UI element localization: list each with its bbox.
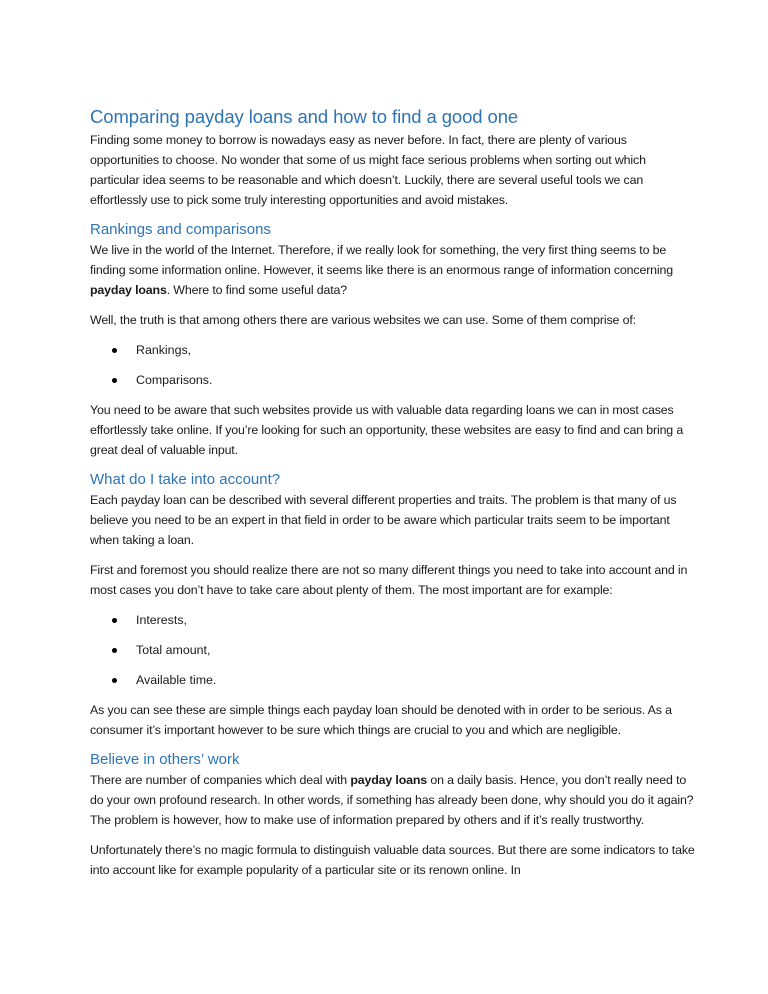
heading-others: Believe in others’ work <box>90 751 240 768</box>
account-paragraph-3: As you can see these are simple things each payday loan should be denoted with in order to be serious. As a consumer it’s important however to be sure which things are crucial to you and which are negligible. <box>90 703 672 737</box>
text-run: There are number of companies which deal with <box>90 773 351 787</box>
bullet-icon <box>112 678 117 683</box>
rankings-paragraph-2: Well, the truth is that among others there are various websites we can use. Some of them comprise of: <box>90 313 636 327</box>
rankings-paragraph-3: You need to be aware that such websites provide us with valuable data regarding loans we can in most cases effortlessly take online. If you’re looking for such an opportunity, these websites are easy to find and can bring a great deal of valuable input. <box>90 403 684 457</box>
account-paragraph-2: First and foremost you should realize there are not so many different things you need to take into account and in most cases you don’t have to take care about plenty of them. The most important are for example: <box>90 563 688 597</box>
document-title: Comparing payday loans and how to find a good one <box>90 106 519 127</box>
list-item-text: Comparisons. <box>136 373 213 387</box>
list-item-text: Interests, <box>136 613 187 627</box>
list-item <box>90 670 698 690</box>
list-item <box>90 610 698 630</box>
account-bullet-list <box>90 610 698 690</box>
list-item-text: Available time. <box>136 673 217 687</box>
bold-keyword: payday loans <box>90 283 167 297</box>
bold-keyword: payday loans <box>350 773 428 787</box>
others-paragraph-1 <box>90 770 698 830</box>
bullet-icon <box>112 618 117 623</box>
text-run: . Where to find some useful data? <box>166 283 348 297</box>
rankings-bullet-list <box>90 340 698 390</box>
list-item-text: Total amount, <box>136 643 211 657</box>
bullet-icon <box>112 348 117 353</box>
intro-paragraph: Finding some money to borrow is nowadays easy as never before. In fact, there are plenty of various opportunities to choose. No wonder that some of us might face serious problems when sorting out which particular idea seems to be reasonable and which doesn’t. Luckily, there are several useful tools we can effortlessly use to pick some truly interesting opportunities and avoid mistakes. <box>90 133 646 207</box>
bullet-icon <box>112 648 117 653</box>
list-item <box>90 370 698 390</box>
list-item <box>90 640 698 660</box>
bullet-icon <box>112 378 117 383</box>
others-paragraph-2: Unfortunately there’s no magic formula to distinguish valuable data sources. But there are some indicators to take into account like for example popularity of a particular site or its renown online. In <box>90 843 695 877</box>
list-item-text: Rankings, <box>136 343 192 357</box>
rankings-paragraph-1 <box>90 240 698 300</box>
list-item <box>90 340 698 360</box>
heading-account: What do I take into account? <box>90 471 281 488</box>
text-run: on a daily basis. Hence, you don’t really need to do your own profound research. In other words, if something has already been done, why should you do it again? The problem is however, how to make use of information prepared by others and if it’s really trustworthy. <box>90 773 694 827</box>
account-paragraph-1: Each payday loan can be described with several different properties and traits. The problem is that many of us believe you need to be an expert in that field in order to be aware which particular traits seem to be important when taking a loan. <box>90 493 677 547</box>
text-run: We live in the world of the Internet. Therefore, if we really look for something, the very first thing seems to be finding some information online. However, it seems like there is an enormous range of information concerning <box>90 243 673 277</box>
heading-rankings: Rankings and comparisons <box>90 221 271 238</box>
